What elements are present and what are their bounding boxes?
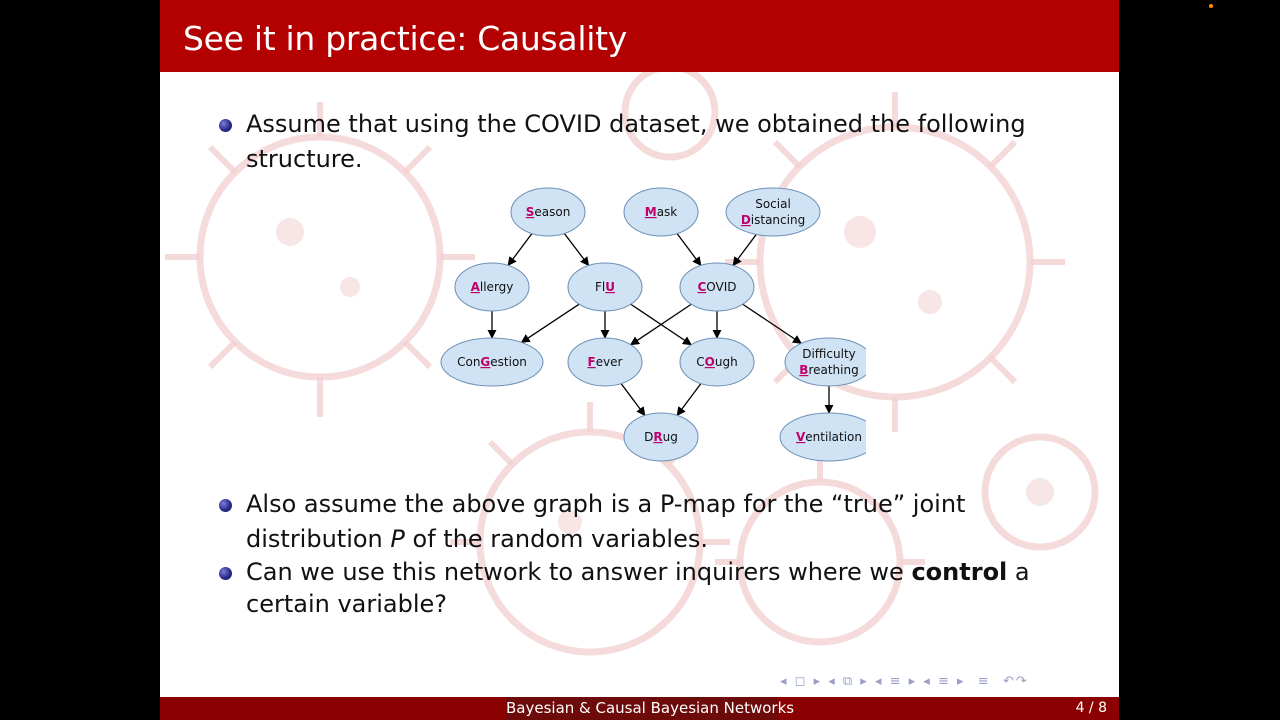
slide <box>160 0 1119 720</box>
node-label: FlU <box>595 280 615 294</box>
edge-covid-to-difficulty <box>743 304 801 343</box>
node-label: ConGestion <box>457 355 527 369</box>
node-label: Mask <box>644 205 678 219</box>
edge-social-to-covid <box>733 234 756 265</box>
node-drug <box>624 413 698 461</box>
footer-title: Bayesian & Causal Bayesian Networks <box>506 697 778 720</box>
edge-flu-to-congestion <box>521 304 579 342</box>
node-season <box>511 188 585 236</box>
title-bar <box>160 0 1119 72</box>
node-label: Breathing <box>799 363 859 377</box>
node-label: COugh <box>696 355 738 369</box>
node-allergy <box>455 263 529 311</box>
node-label: Ventilation <box>796 430 862 444</box>
edge-cough-to-drug <box>677 384 701 416</box>
node-flu <box>568 263 642 311</box>
bullet-icon <box>219 567 232 580</box>
node-label: Allergy <box>470 280 514 294</box>
node-social <box>726 188 820 236</box>
bullet-1 <box>246 107 1056 177</box>
node-label: Fever <box>587 355 623 369</box>
node-difficulty <box>785 338 866 386</box>
slide-title: See it in practice: Causality <box>183 19 627 58</box>
beamer-navigation-symbols[interactable]: ◂ ◻ ▸ ◂ ⧉ ▸ ◂ ≡ ▸ ◂ ≡ ▸ ≡ ↶↷ <box>780 674 1029 689</box>
node-label: DRug <box>644 430 678 444</box>
node-ventilation <box>780 413 866 461</box>
node-label: Social <box>755 197 791 211</box>
bayesian-network-graph <box>416 180 866 470</box>
bullet-3 <box>246 556 1056 620</box>
edge-season-to-allergy <box>508 234 532 266</box>
node-covid <box>680 263 754 311</box>
page-number: 4 / 8 <box>1075 700 1107 716</box>
edge-season-to-flu <box>564 234 588 266</box>
node-ellipse <box>785 338 866 386</box>
node-label: Distancing <box>740 213 806 227</box>
graph-nodes <box>441 188 866 461</box>
edge-mask-to-covid <box>677 234 701 266</box>
edge-fever-to-drug <box>621 384 645 416</box>
bullet-2 <box>246 487 1056 557</box>
cursor-indicator <box>1209 4 1213 8</box>
node-label: Season <box>525 205 571 219</box>
footer-bar <box>160 697 1119 720</box>
bullet-1-text: Assume that using the COVID dataset, we obtained the following structure. <box>246 110 1026 173</box>
node-label: COVID <box>697 280 737 294</box>
node-mask <box>624 188 698 236</box>
node-ellipse <box>726 188 820 236</box>
node-label: Difficulty <box>802 347 856 361</box>
bullet-3-text: Can we use this network to answer inquirers where we control a certain variable? <box>246 558 1030 618</box>
bullet-2-text: Also assume the above graph is a P-map for the “true” joint distribution P of the random variables. <box>246 490 966 553</box>
bullet-icon <box>219 499 232 512</box>
node-congestion <box>441 338 543 386</box>
graph-edges <box>492 234 829 416</box>
node-fever <box>568 338 642 386</box>
bullet-icon <box>219 119 232 132</box>
node-cough <box>680 338 754 386</box>
